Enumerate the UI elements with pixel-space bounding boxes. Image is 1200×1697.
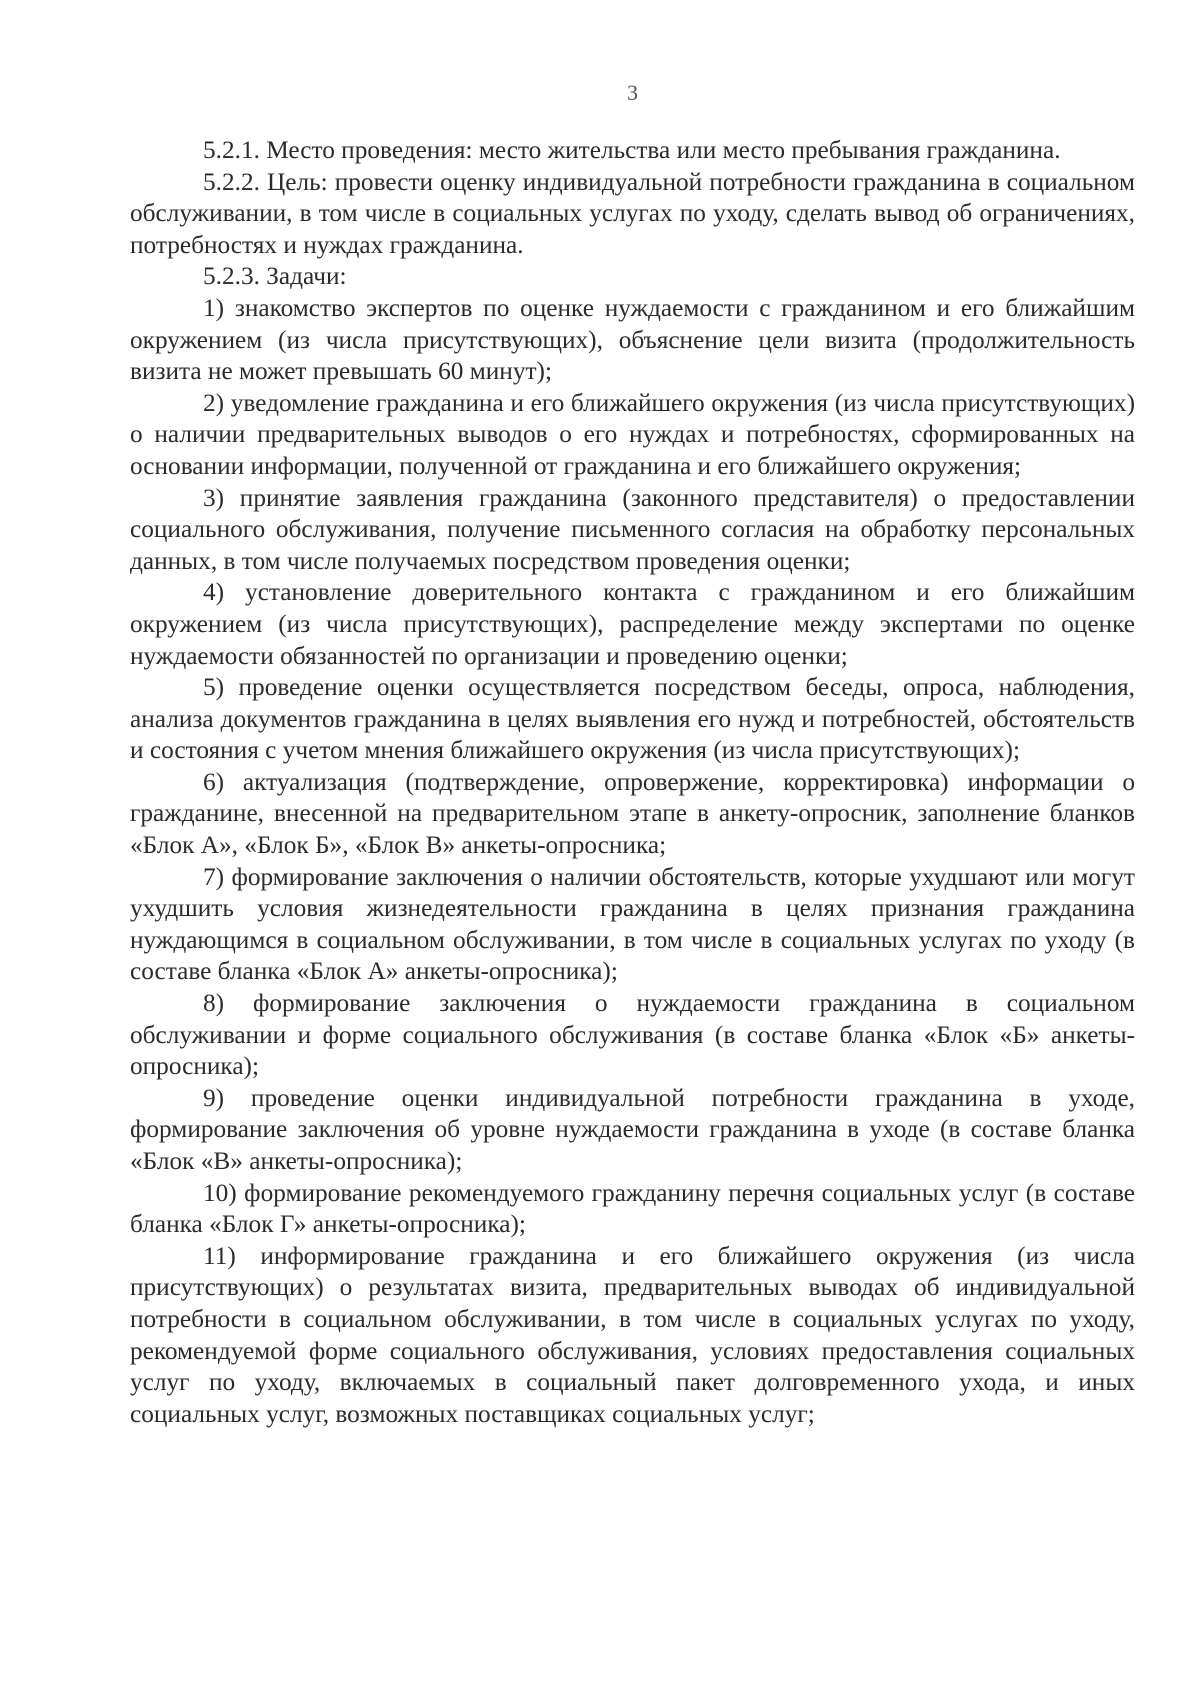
task-item-6: 6) актуализация (подтверждение, опровержение, корректировка) информации о гражданине, внесенной на предварительном этапе в анкету-опросник, заполнение бланков «Блок А», «Блок Б», «Блок В» анкеты-опросника; xyxy=(130,767,1135,860)
task-item-1: 1) знакомство экспертов по оценке нуждаемости с гражданином и его ближайшим окружением (из числа присутствующих), объяснение цели визита (продолжительность визита не может превышать 60 минут); xyxy=(130,293,1135,386)
task-item-11: 11) информирование гражданина и его ближайшего окружения (из числа присутствующих) о результатах визита, предварительных выводах об индивидуальной потребности в социальном обслуживании, в том числе в социальных услугах по уходу, рекомендуемой форме социального обслуживания, условиях предоставления социальных услуг по уходу, включаемых в социальный пакет долговременного ухода, и иных социальных услуг, возможных поставщиках социальных услуг; xyxy=(130,1241,1135,1428)
task-item-2: 2) уведомление гражданина и его ближайшего окружения (из числа присутствующих) о наличии предварительных выводов о его нуждах и потребностях, сформированных на основании информации, полученной от гражданина и его ближайшего окружения; xyxy=(130,388,1135,480)
document-body xyxy=(130,135,1135,1430)
paragraph-5-2-1: 5.2.1. Место проведения: место жительства или место пребывания гражданина. xyxy=(203,136,1061,164)
task-item-9: 9) проведение оценки индивидуальной потребности гражданина в уходе, формирование заключения об уровне нуждаемости гражданина в уходе (в составе бланка «Блок «В» анкеты-опросника); xyxy=(130,1083,1135,1175)
task-item-4: 4) установление доверительного контакта с гражданином и его ближайшим окружением (из числа присутствующих), распределение между экспертами по оценке нуждаемости обязанностей по организации и проведению оценки; xyxy=(130,578,1135,670)
task-item-7: 7) формирование заключения о наличии обстоятельств, которые ухудшают или могут ухудшить условия жизнедеятельности гражданина в целях признания гражданина нуждающимся в социальном обслуживании, в том числе в социальных услугах по уходу (в составе бланка «Блок А» анкеты-опросника); xyxy=(130,862,1135,986)
task-item-5: 5) проведение оценки осуществляется посредством беседы, опроса, наблюдения, анализа документов гражданина в целях выявления его нужд и потребностей, обстоятельств и состояния с учетом мнения ближайшего окружения (из числа присутствующих); xyxy=(130,673,1135,765)
paragraph-5-2-3: 5.2.3. Задачи: xyxy=(203,262,347,291)
paragraph-5-2-2: 5.2.2. Цель: провести оценку индивидуальной потребности гражданина в социальном обслуживании, в том числе в социальных услугах по уходу, сделать вывод об ограничениях, потребностях и нуждах гражданина. xyxy=(130,167,1135,259)
task-item-10: 10) формирование рекомендуемого гражданину перечня социальных услуг (в составе бланка «Блок Г» анкеты-опросника); xyxy=(130,1178,1135,1239)
task-item-3: 3) принятие заявления гражданина (законного представителя) о предоставлении социального обслуживания, получение письменного согласия на обработку персональных данных, в том числе получаемых посредством проведения оценки; xyxy=(130,483,1135,575)
task-item-8: 8) формирование заключения о нуждаемости гражданина в социальном обслуживании и форме социального обслуживания (в составе бланка «Блок «Б» анкеты-опросника); xyxy=(130,989,1135,1081)
page-number: 3 xyxy=(627,80,638,105)
